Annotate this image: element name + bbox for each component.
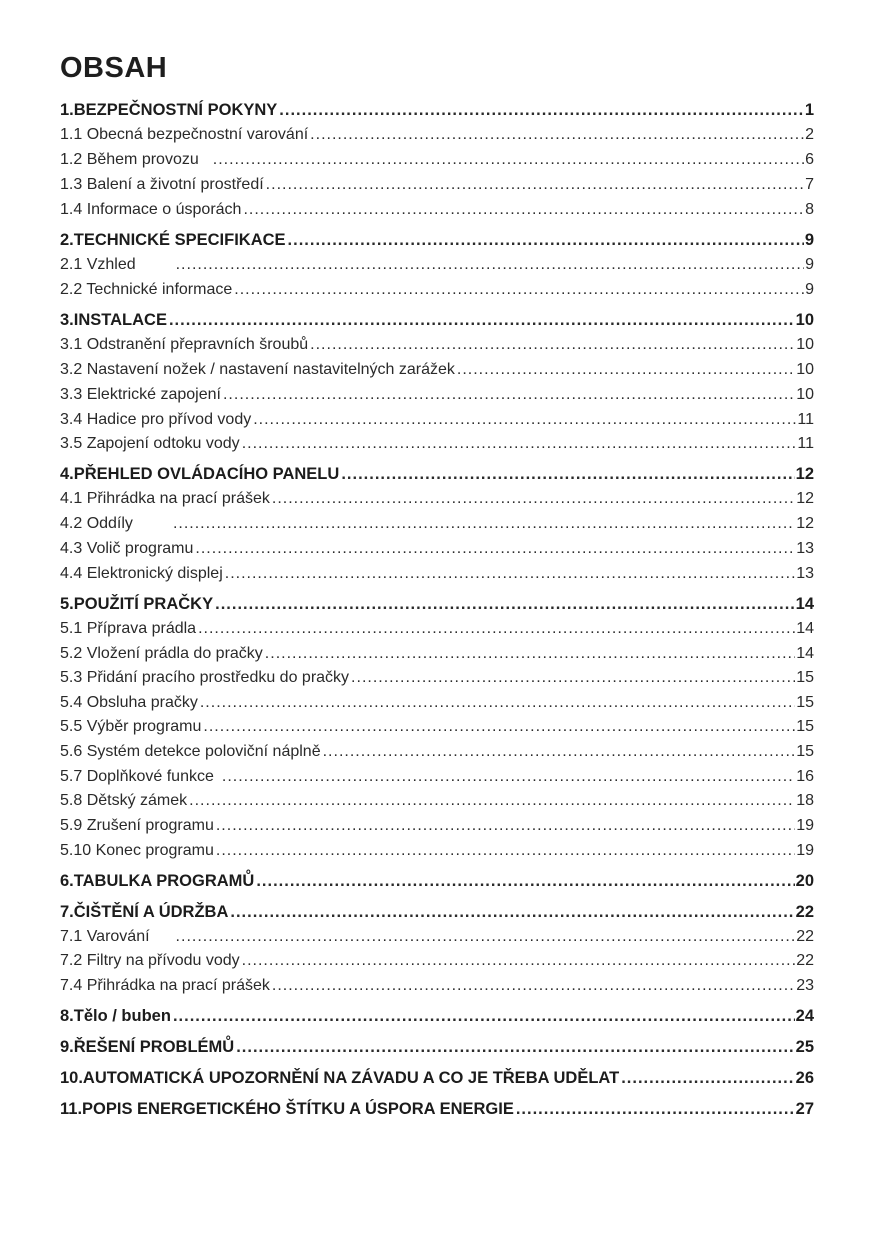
dot-leader: [621, 1068, 794, 1088]
dot-leader: [272, 976, 795, 996]
toc-entry-label: 3.3 Elektrické zapojení: [60, 386, 221, 403]
toc-page-number: 10: [796, 361, 814, 378]
toc-page-number: 6: [805, 151, 814, 168]
toc-subsection-entry: [60, 791, 814, 811]
dot-leader: [173, 1006, 795, 1026]
toc-subsection-entry: [60, 644, 814, 664]
toc-page-number: 2: [805, 126, 814, 143]
dot-leader: [230, 902, 794, 922]
toc-page-number: 7: [805, 176, 814, 193]
toc-page-number: 20: [795, 872, 814, 890]
dot-leader: [176, 255, 804, 275]
toc-entry-label: 4.PŘEHLED OVLÁDACÍHO PANELU: [60, 465, 340, 483]
dot-leader: [266, 175, 804, 195]
toc-entry-label: 5.6 Systém detekce poloviční náplně: [60, 743, 321, 760]
toc-entry-label: 3.1 Odstranění přepravních šroubů: [60, 336, 309, 353]
toc-page-number: 14: [795, 595, 814, 613]
toc-page-number: 23: [796, 977, 814, 994]
dot-leader: [234, 280, 804, 300]
toc-entry-label: 2.TECHNICKÉ SPECIFIKACE: [60, 231, 286, 249]
dot-leader: [256, 871, 794, 891]
toc-entry-label: 1.BEZPEČNOSTNÍ POKYNY: [60, 101, 278, 119]
toc-page-number: 9: [805, 281, 814, 298]
toc-page-number: 10: [795, 311, 814, 329]
toc-entry-label: 5.2 Vložení prádla do pračky: [60, 645, 263, 662]
dot-leader: [323, 742, 796, 762]
toc-subsection-entry: [60, 693, 814, 713]
toc-subsection-entry: [60, 539, 814, 559]
toc-page-number: 18: [796, 792, 814, 809]
toc-entry-label: 3.4 Hadice pro přívod vody: [60, 411, 252, 428]
dot-leader: [243, 200, 804, 220]
toc-entry-label: 1.1 Obecná bezpečnostní varování: [60, 126, 309, 143]
toc-section-entry: [60, 871, 814, 891]
dot-leader: [216, 841, 795, 861]
toc-subsection-entry: [60, 619, 814, 639]
toc-page-number: 11: [797, 411, 814, 428]
toc-page-number: 19: [796, 817, 814, 834]
toc-subsection-entry: [60, 976, 814, 996]
toc-page-number: 15: [796, 694, 814, 711]
toc-entry-label: 8.Tělo / buben: [60, 1007, 171, 1025]
toc-entry-label: 5.5 Výběr programu: [60, 718, 202, 735]
toc-subsection-entry: [60, 280, 814, 300]
toc-entry-label: 4.3 Volič programu: [60, 540, 194, 557]
dot-leader: [223, 385, 795, 405]
toc-subsection-entry: [60, 360, 814, 380]
toc-page-number: 16: [796, 768, 814, 785]
toc-entry-label: 3.INSTALACE: [60, 311, 167, 329]
toc-page-number: 8: [805, 201, 814, 218]
dot-leader: [222, 767, 795, 787]
dot-leader: [341, 464, 794, 484]
dot-leader: [351, 668, 795, 688]
dot-leader: [242, 434, 797, 454]
toc-subsection-entry: [60, 841, 814, 861]
toc-page-number: 9: [804, 231, 814, 249]
toc-section-entry: [60, 310, 814, 330]
toc-page-number: 14: [796, 645, 814, 662]
toc-subsection-entry: [60, 668, 814, 688]
toc-subsection-entry: [60, 410, 814, 430]
dot-leader: [253, 410, 796, 430]
toc-subsection-entry: [60, 767, 814, 787]
dot-leader: [189, 791, 795, 811]
toc-page-number: 11: [797, 435, 814, 452]
toc-page-number: 1: [804, 101, 814, 119]
toc-subsection-entry: [60, 951, 814, 971]
toc-page-number: 13: [796, 565, 814, 582]
toc-entry-label: 5.POUŽITÍ PRAČKY: [60, 595, 214, 613]
toc-entry-label: 7.2 Filtry na přívodu vody: [60, 952, 240, 969]
toc-entry-label: 11.POPIS ENERGETICKÉHO ŠTÍTKU A ÚSPORA ENERGIE: [60, 1100, 514, 1118]
toc-page-number: 14: [796, 620, 814, 637]
toc-entry-label: 5.8 Dětský zámek: [60, 792, 188, 809]
dot-leader: [288, 230, 804, 250]
toc-section-entry: [60, 1006, 814, 1026]
page-title: OBSAH: [60, 52, 168, 84]
toc-entry-label: 1.3 Balení a životní prostředí: [60, 176, 264, 193]
toc-page-number: 27: [795, 1100, 814, 1118]
toc-page-number: 15: [796, 669, 814, 686]
toc-subsection-entry: [60, 150, 814, 170]
dot-leader: [457, 360, 795, 380]
dot-leader: [216, 816, 795, 836]
toc-page-number: 25: [795, 1038, 814, 1056]
dot-leader: [215, 594, 795, 614]
toc-page-number: 22: [795, 903, 814, 921]
dot-leader: [279, 100, 804, 120]
toc-entry-label: 1.4 Informace o úsporách: [60, 201, 242, 218]
toc-entry-label: 5.10 Konec programu: [60, 842, 214, 859]
toc-entry-label: 7.4 Přihrádka na prací prášek: [60, 977, 270, 994]
dot-leader: [203, 717, 795, 737]
toc-subsection-entry: [60, 434, 814, 454]
dot-leader: [310, 125, 804, 145]
toc-entry-label: 5.4 Obsluha pračky: [60, 694, 198, 711]
toc-entry-label: 4.2 Oddíly: [60, 515, 133, 532]
toc-subsection-entry: [60, 717, 814, 737]
dot-leader: [198, 619, 795, 639]
toc-entry-label: 3.2 Nastavení nožek / nastavení nastavitelných zarážek: [60, 361, 455, 378]
dot-leader: [310, 335, 795, 355]
toc-subsection-entry: [60, 125, 814, 145]
toc-entry-label: 5.3 Přidání pracího prostředku do pračky: [60, 669, 350, 686]
toc-subsection-entry: [60, 816, 814, 836]
dot-leader: [176, 927, 796, 947]
toc-entry-label: 3.5 Zapojení odtoku vody: [60, 435, 240, 452]
toc-section-entry: [60, 464, 814, 484]
toc-section-entry: [60, 230, 814, 250]
toc-page-number: 9: [805, 256, 814, 273]
dot-leader: [195, 539, 795, 559]
toc-entry-label: 2.1 Vzhled: [60, 256, 136, 273]
toc-section-entry: [60, 594, 814, 614]
dot-leader: [169, 310, 795, 330]
toc-section-entry: [60, 902, 814, 922]
toc-subsection-entry: [60, 200, 814, 220]
toc-subsection-entry: [60, 335, 814, 355]
toc-entry-label: 6.TABULKA PROGRAMŮ: [60, 872, 255, 890]
dot-leader: [213, 150, 804, 170]
dot-leader: [225, 564, 795, 584]
toc-page-number: 15: [796, 743, 814, 760]
toc-subsection-entry: [60, 742, 814, 762]
toc-section-entry: [60, 1037, 814, 1057]
toc-section-entry: [60, 1099, 814, 1119]
toc-page-number: 26: [795, 1069, 814, 1087]
toc-page-number: 12: [796, 515, 814, 532]
toc-subsection-entry: [60, 255, 814, 275]
toc-page-number: 10: [796, 386, 814, 403]
toc-page-number: 15: [796, 718, 814, 735]
toc-entry-label: 10.AUTOMATICKÁ UPOZORNĚNÍ NA ZÁVADU A CO JE TŘEBA UDĚLAT: [60, 1069, 620, 1087]
toc-entry-label: 5.1 Příprava prádla: [60, 620, 197, 637]
toc-entry-label: 5.9 Zrušení programu: [60, 817, 214, 834]
dot-leader: [200, 693, 795, 713]
toc-entry-label: 4.4 Elektronický displej: [60, 565, 223, 582]
toc-subsection-entry: [60, 489, 814, 509]
dot-leader: [272, 489, 795, 509]
toc-page-number: 24: [795, 1007, 814, 1025]
toc-page-number: 10: [796, 336, 814, 353]
toc-subsection-entry: [60, 385, 814, 405]
dot-leader: [242, 951, 796, 971]
toc-subsection-entry: [60, 175, 814, 195]
toc-subsection-entry: [60, 564, 814, 584]
toc-entry-label: 7.1 Varování: [60, 928, 150, 945]
toc-entry-label: 5.7 Doplňkové funkce: [60, 768, 214, 785]
toc-subsection-entry: [60, 514, 814, 534]
toc-section-entry: [60, 1068, 814, 1088]
toc-section-entry: [60, 100, 814, 120]
toc-entry-label: 7.ČIŠTĚNÍ A ÚDRŽBA: [60, 903, 229, 921]
toc-page-number: 12: [795, 465, 814, 483]
toc-subsection-entry: [60, 927, 814, 947]
dot-leader: [265, 644, 795, 664]
dot-leader: [173, 514, 795, 534]
toc-entry-label: 4.1 Přihrádka na prací prášek: [60, 490, 270, 507]
toc-page-number: 22: [796, 952, 814, 969]
toc-page-number: 13: [796, 540, 814, 557]
toc-entry-label: 1.2 Během provozu: [60, 151, 199, 168]
toc-page-number: 19: [796, 842, 814, 859]
dot-leader: [236, 1037, 794, 1057]
toc-entry-label: 9.ŘEŠENÍ PROBLÉMŮ: [60, 1038, 235, 1056]
toc-page-number: 12: [796, 490, 814, 507]
toc-entry-label: 2.2 Technické informace: [60, 281, 233, 298]
dot-leader: [516, 1099, 795, 1119]
toc-page-number: 22: [796, 928, 814, 945]
